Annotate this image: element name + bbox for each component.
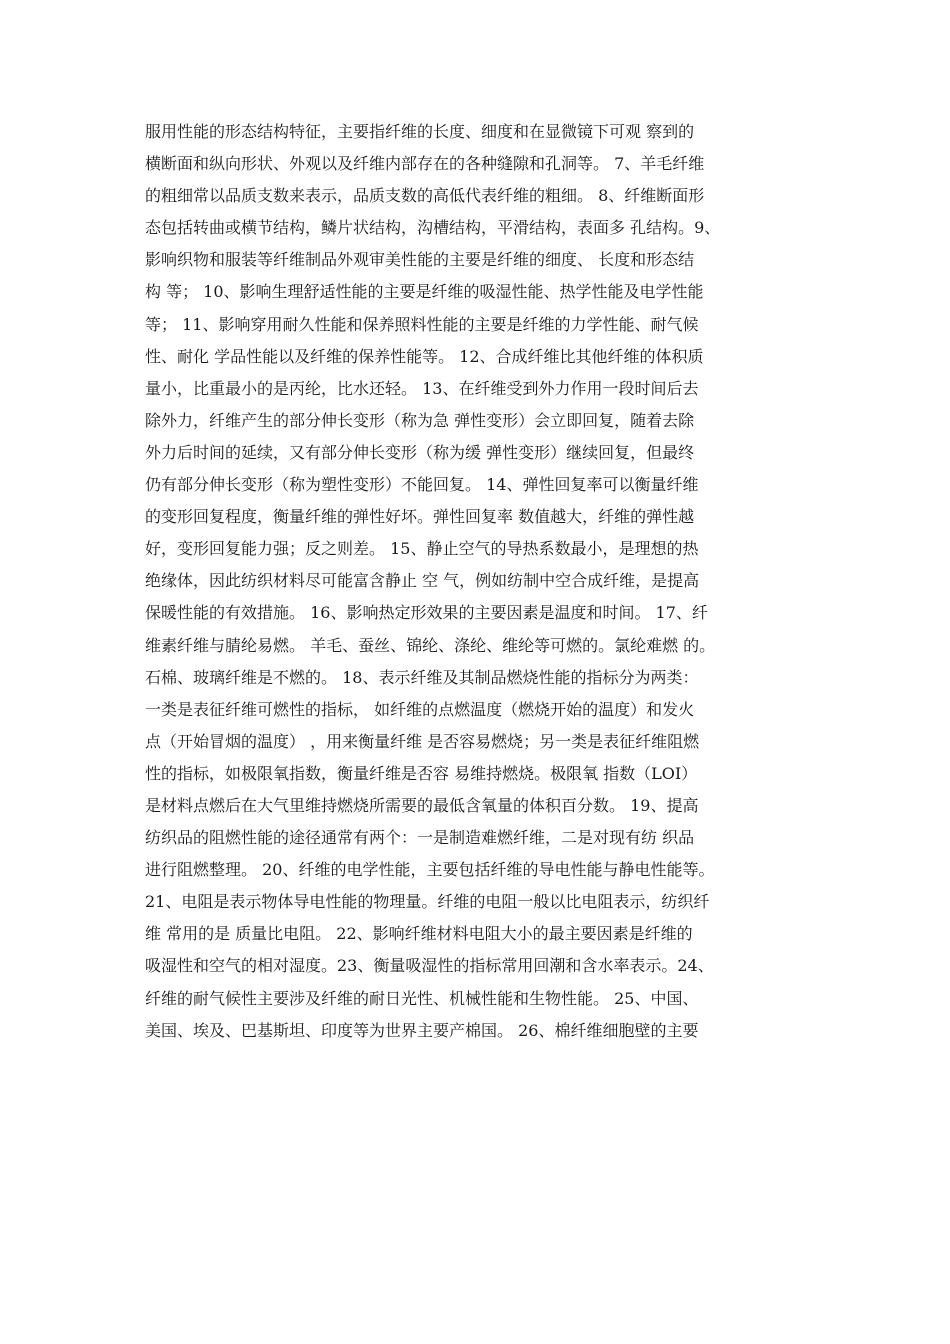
- text-line: 吸湿性和空气的相对湿度。23、衡量吸湿性的指标常用回潮和含水率表示。24、: [145, 956, 714, 976]
- text-line: 态包括转曲或横节结构，鳞片状结构，沟槽结构，平滑结构，表面多 孔结构。9、: [145, 218, 721, 238]
- text-line: 横断面和纵向形状、外观以及纤维内部存在的各种缝隙和孔洞等。 7、羊毛纤维: [145, 154, 705, 174]
- text-line: 影响织物和服装等纤维制品外观审美性能的主要是纤维的细度、 长度和形态结: [145, 250, 695, 270]
- text-line: 维素纤维与腈纶易燃。 羊毛、蚕丝、锦纶、涤纶、维纶等可燃的。氯纶难燃 的。: [145, 635, 716, 655]
- text-line: 服用性能的形态结构特征，主要指纤维的长度、细度和在显微镜下可观 察到的: [145, 122, 695, 141]
- text-line: 的粗细常以品质支数来表示，品质支数的高低代表纤维的粗细。 8、纤维断面形: [145, 186, 705, 206]
- text-line: 外力后时间的延续，又有部分伸长变形（称为缓 弹性变形）继续回复，但最终: [145, 442, 695, 462]
- text-line: 纺织品的阻燃性能的途径通常有两个：一是制造难燃纤维，二是对现有纺 织品: [145, 828, 695, 848]
- text-line: 进行阻燃整理。 20、纤维的电学性能，主要包括纤维的导电性能与静电性能等。: [145, 860, 715, 880]
- text-line: 量小，比重最小的是丙纶，比水还轻。 13、在纤维受到外力作用一段时间后去: [145, 378, 699, 398]
- text-line: 好，变形回复能力强；反之则差。 15、静止空气的导热系数最小，是理想的热: [145, 539, 699, 559]
- text-line: 保暖性能的有效措施。 16、影响热定形效果的主要因素是温度和时间。 17、纤: [145, 603, 708, 623]
- text-line: 仍有部分伸长变形（称为塑性变形）不能回复。 14、弹性回复率可以衡量纤维: [145, 475, 699, 495]
- text-line: 点（开始冒烟的温度） ，用来衡量纤维 是否容易燃烧；另一类是表征纤维阻燃: [145, 731, 700, 751]
- text-line: 是材料点燃后在大气里维持燃烧所需要的最低含氧量的体积百分数。 19、提高: [145, 795, 699, 815]
- text-line: 一类是表征纤维可燃性的指标， 如纤维的点燃温度（燃烧开始的温度）和发火: [145, 699, 695, 719]
- text-line: 性、耐化 学品性能以及纤维的保养性能等。 12、合成纤维比其他纤维的体积质: [145, 346, 704, 366]
- text-line: 构 等； 10、影响生理舒适性能的主要是纤维的吸湿性能、热学性能及电学性能: [145, 282, 704, 302]
- text-line: 美国、埃及、巴基斯坦、印度等为世界主要产棉国。 26、棉纤维细胞壁的主要: [145, 1020, 699, 1040]
- text-line: 纤维的耐气候性主要涉及纤维的耐日光性、机械性能和生物性能。 25、中国、: [145, 988, 699, 1008]
- body-text: [145, 116, 815, 1047]
- text-line: 除外力，纤维产生的部分伸长变形（称为急 弹性变形）会立即回复，随着去除: [145, 410, 695, 430]
- text-line: 等； 11、影响穿用耐久性能和保养照料性能的主要是纤维的力学性能、耐气候: [145, 314, 699, 334]
- text-line: 石棉、玻璃纤维是不燃的。 18、表示纤维及其制品燃烧性能的指标分为两类：: [145, 667, 699, 687]
- text-line: 性的指标，如极限氧指数，衡量纤维是否容 易维持燃烧。极限氧 指数（LOI）: [145, 763, 698, 783]
- text-line: 维 常用的是 质量比电阻。 22、影响纤维材料电阻大小的最主要因素是纤维的: [145, 924, 693, 944]
- text-line: 21、电阻是表示物体导电性能的物理量。纤维的电阻一般以比电阻表示，纺织纤: [145, 892, 710, 912]
- text-line: 绝缘体，因此纺织材料尽可能富含静止 空 气，例如纺制中空合成纤维，是提高: [145, 571, 700, 591]
- text-line: 的变形回复程度，衡量纤维的弹性好坏。弹性回复率 数值越大，纤维的弹性越: [145, 507, 695, 527]
